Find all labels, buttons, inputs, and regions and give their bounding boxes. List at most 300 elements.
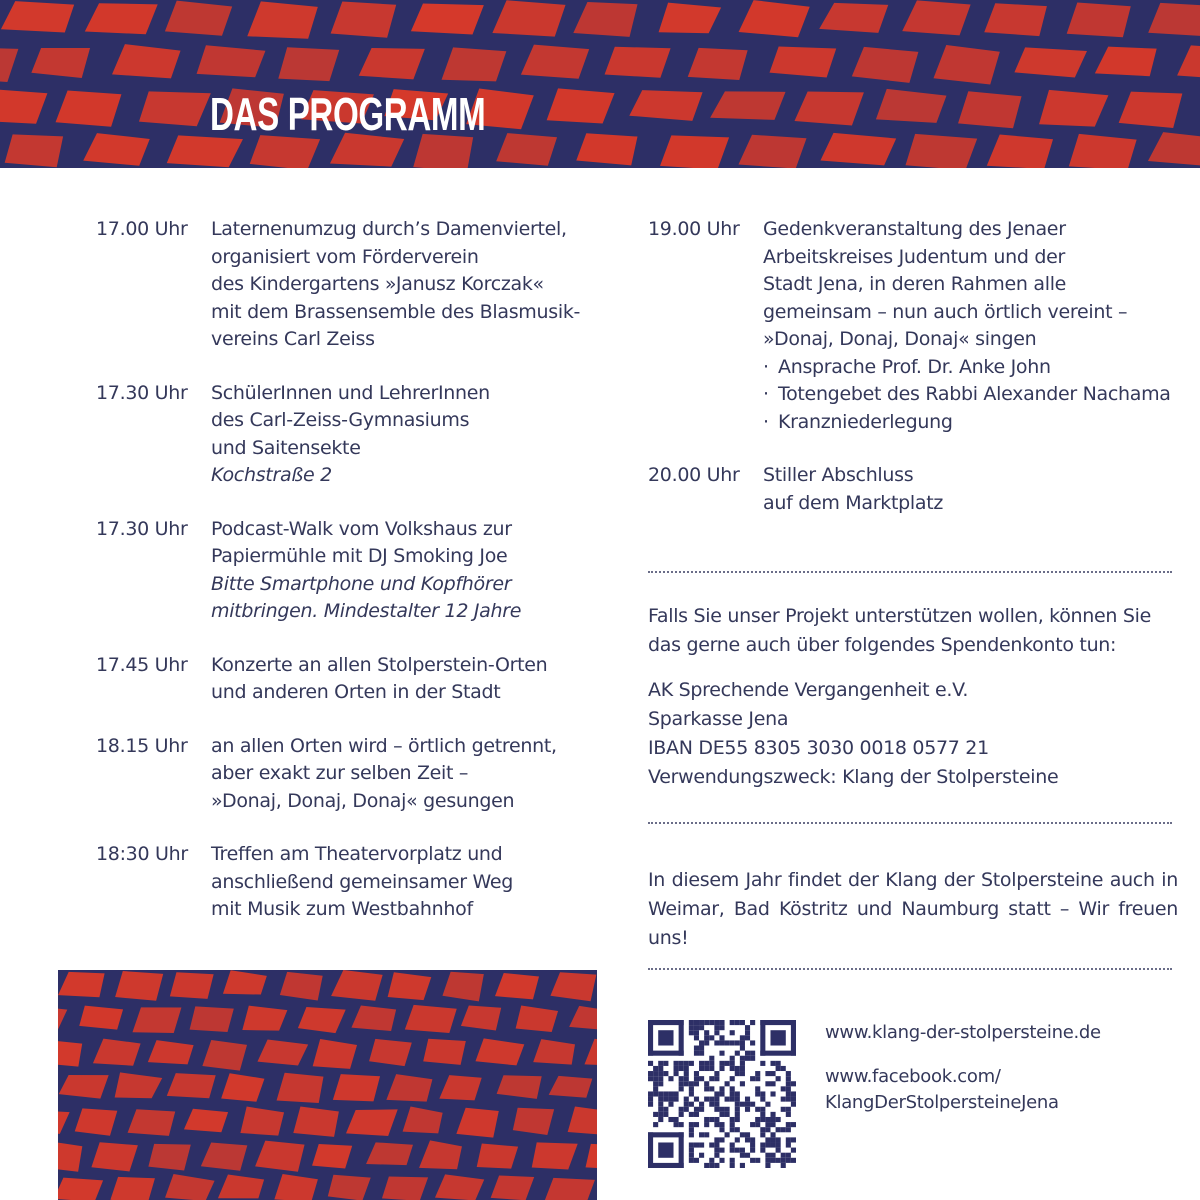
qr-module [689,1122,694,1127]
qr-module [658,1117,663,1122]
qr-module [704,1040,709,1045]
qr-module [755,1107,760,1112]
divider [648,968,1172,970]
qr-module [689,1091,694,1096]
website-link-text[interactable]: www.klang-der-stolpersteine.de [825,1022,1101,1043]
qr-module [740,1046,745,1051]
qr-module [781,1066,786,1071]
qr-module [786,1158,791,1163]
cobblestone [769,47,836,78]
cobblestone [906,134,978,168]
qr-module [699,1102,704,1107]
qr-module [755,1091,760,1096]
qr-module [791,1091,796,1096]
qr-module [760,1127,765,1132]
qr-module [648,1132,653,1168]
qr-module [770,1117,775,1122]
qr-module [730,1163,735,1168]
qr-module [745,1030,750,1035]
qr-module [648,1097,653,1102]
qr-module [781,1086,786,1091]
qr-module [694,1097,699,1102]
cobblestone [461,1005,501,1030]
cobblestone [439,1075,481,1100]
program-line: auf dem Marktplatz [763,491,944,514]
cobblestone [442,972,483,1002]
qr-module [745,1051,750,1056]
program-bullet [763,354,1178,382]
cobblestone [58,1141,82,1172]
qr-module [719,1127,724,1132]
qr-module [750,1051,755,1056]
cobblestone [550,972,596,1001]
qr-module [699,1076,704,1081]
qr-module [694,1107,699,1112]
cobblestone [1148,132,1200,166]
qr-module [699,1046,704,1051]
qr-module [689,1025,694,1030]
cobblestone [148,1040,194,1064]
qr-module [668,1097,673,1102]
cobblestone [59,1075,109,1099]
cobblestone [876,89,947,123]
cobblestone [533,1039,575,1064]
qr-module [653,1081,658,1086]
cobblestone [31,48,90,78]
program-line: gemeinsam – nun auch örtlich vereint – [763,300,1128,323]
website-link[interactable] [825,1020,1101,1046]
program-time: 17.30 Uhr [96,381,188,404]
qr-module [658,1142,673,1157]
qr-module [709,1020,714,1025]
cobblestone [165,1174,215,1200]
program-time: 18.15 Uhr [96,734,188,757]
qr-module [709,1066,714,1071]
closing-line: Weimar, Bad Köstritz und Naumburg statt – Wir freuen uns! [648,898,1178,949]
qr-code-icon[interactable] [648,1020,796,1168]
cobblestone [331,970,383,1001]
account-iban: IBAN DE55 8305 3030 0018 0577 21 [648,737,989,759]
cobblestone [79,1006,123,1030]
qr-module [770,1122,775,1127]
qr-module [694,1112,699,1117]
qr-module [689,1142,694,1147]
qr-module [770,1158,775,1163]
qr-module [760,1117,765,1122]
cobblestone [93,1039,141,1066]
program-time: 20.00 Uhr [648,464,740,486]
qr-module [704,1097,709,1102]
qr-module [648,1163,684,1168]
qr-module [714,1102,719,1107]
cobblestone [115,971,163,1001]
cobblestone [411,4,484,35]
program-line: mit dem Brassensemble des Blasmusik- [211,300,581,323]
program-line: Arbeitskreises Judentum und der [763,245,1066,268]
program-entry [648,462,1178,517]
qr-module [658,1030,673,1045]
program-time: 17.45 Uhr [96,653,188,676]
cobblestone [201,1143,248,1171]
qr-module [750,1040,755,1045]
qr-module [786,1153,791,1158]
qr-module [750,1076,755,1081]
program-description [211,841,596,924]
qr-module [791,1158,796,1163]
qr-module [750,1137,755,1142]
qr-module [735,1066,740,1071]
qr-module [658,1061,663,1066]
cobblestone [1014,47,1087,77]
qr-module [735,1020,740,1025]
program-time: 19.00 Uhr [648,218,740,240]
cobblestone [532,1142,578,1169]
cobblestone [477,1144,518,1169]
cobblestone [492,0,565,36]
qr-module [730,1061,735,1066]
qr-module [699,1061,704,1066]
qr-module [679,1086,684,1091]
qr-module [679,1020,684,1056]
cobblestone [242,1006,287,1031]
qr-module [786,1081,791,1086]
cobblestone [516,1005,558,1032]
qr-module [709,1117,714,1122]
cobblestone [1039,90,1108,127]
qr-module [730,1158,735,1163]
qr-module [648,1061,653,1066]
qr-module [740,1132,745,1137]
divider [648,571,1172,573]
donation-account [648,676,1178,792]
qr-module [745,1153,750,1158]
qr-module [765,1137,770,1142]
cobblestone [933,45,999,84]
qr-module [699,1025,704,1030]
qr-module [755,1117,760,1122]
qr-module [684,1061,689,1066]
program-line: Stiller Abschluss [763,464,914,486]
program-line: an allen Orten wird – örtlich getrennt, [211,734,557,757]
qr-module [709,1158,714,1163]
qr-module [760,1132,765,1137]
program-entry [96,216,596,354]
cobblestone [56,90,122,126]
qr-module [684,1081,689,1086]
qr-module [689,1061,694,1066]
qr-module [740,1056,745,1061]
qr-module [765,1158,770,1163]
facebook-link[interactable] [825,1064,1059,1116]
program-line: organisiert vom Förderverein [211,245,479,268]
qr-module [709,1076,714,1081]
cobblestone [85,3,158,34]
program-line: »Donaj, Donaj, Donaj« gesungen [211,789,515,812]
qr-module [750,1142,755,1147]
qr-module [735,1097,740,1102]
program-line: Papiermühle mit DJ Smoking Joe [211,545,508,567]
qr-module [735,1112,740,1117]
qr-module [760,1097,765,1102]
cobblestone [328,1175,371,1200]
qr-module [750,1056,755,1061]
qr-module [791,1122,796,1127]
qr-module [689,1102,694,1107]
cobblestone [58,1006,67,1030]
qr-module [674,1071,679,1076]
qr-module [725,1132,730,1137]
qr-module [648,1020,684,1025]
qr-module [735,1148,740,1153]
qr-module [786,1112,791,1117]
qr-module [689,1127,694,1132]
qr-module [648,1020,653,1056]
qr-module [730,1097,735,1102]
qr-module [699,1051,704,1056]
qr-module [735,1091,740,1096]
qr-module [694,1122,699,1127]
program-entry [96,652,596,707]
cobblestone [1067,2,1131,37]
program-line: mit Musik zum Westbahnhof [211,898,473,920]
qr-module [765,1153,770,1158]
qr-module [704,1081,709,1086]
qr-module [745,1035,750,1040]
cobblestone [250,135,320,168]
qr-module [730,1122,735,1127]
cobblestone [491,1175,535,1200]
qr-module [694,1071,699,1076]
cobblestone [388,972,432,1000]
cobblestone [313,1039,357,1069]
cobblestone [573,2,637,37]
qr-module [658,1081,663,1086]
program-line: aber exakt zur selben Zeit – [211,762,469,784]
program-line: und anderen Orten in der Stadt [211,681,501,703]
cobblestone [165,1,232,36]
cobblestone [739,0,810,37]
program-note: Bitte Smartphone und Kopfhörer [211,572,512,595]
qr-module [699,1066,704,1071]
qr-module [704,1163,709,1168]
qr-module [740,1040,745,1045]
cobblestone [132,1007,181,1033]
qr-module [668,1076,673,1081]
cobblestone [298,1007,346,1033]
qr-module [684,1076,689,1081]
qr-module [730,1066,735,1071]
qr-module [719,1025,724,1030]
cobblestone [197,45,266,77]
cobblestone [190,1006,234,1032]
qr-module [704,1117,709,1122]
qr-module [770,1061,775,1066]
qr-module [684,1102,689,1107]
qr-module [765,1071,770,1076]
qr-module [679,1122,684,1127]
qr-module [719,1040,724,1045]
bullet-text: Totengebet des Rabbi Alexander Nachama [778,383,1171,405]
qr-module [750,1148,755,1153]
cobblestone [549,1076,593,1098]
qr-module [658,1097,663,1102]
qr-module [740,1102,745,1107]
qr-module [786,1086,791,1091]
qr-module [689,1112,694,1117]
cobblestone [568,1107,597,1135]
qr-module [684,1071,689,1076]
cobblestone [167,135,243,167]
qr-module [760,1091,765,1096]
qr-module [735,1102,740,1107]
cobblestone [110,1177,155,1200]
cobblestone [496,133,557,166]
cobblestone [629,90,702,121]
qr-module [653,1071,658,1076]
qr-module [709,1102,714,1107]
cobblestone [419,1140,462,1169]
qr-module [704,1061,709,1066]
qr-module [689,1030,694,1035]
program-line: Stadt Jena, in deren Rahmen alle [763,273,1067,295]
program-line: vereins Carl Zeiss [211,328,375,350]
qr-module [776,1076,781,1081]
qr-module [776,1117,781,1122]
qr-module [760,1061,765,1066]
qr-module [740,1081,745,1086]
cobblestone [852,47,919,83]
cobblestone [794,92,863,126]
cobblestone [659,3,722,34]
qr-module [689,1132,694,1137]
qr-module [755,1076,760,1081]
qr-module [704,1122,709,1127]
qr-module [694,1046,699,1051]
qr-module [679,1066,684,1071]
qr-module [791,1148,796,1153]
qr-module [658,1071,663,1076]
qr-module [740,1071,745,1076]
qr-module [786,1091,791,1096]
qr-module [719,1066,724,1071]
qr-module [750,1122,755,1127]
qr-module [765,1127,770,1132]
qr-module [745,1137,750,1142]
qr-module [730,1030,735,1035]
cobblestone [435,1174,484,1200]
qr-module [704,1030,709,1035]
qr-module [653,1091,658,1096]
cobblestone [257,1039,308,1065]
cobblestone [738,135,806,168]
qr-module [663,1061,668,1066]
qr-module [719,1137,724,1142]
program-entry [96,516,596,626]
cobblestone [820,133,896,166]
cobblestone [255,1141,304,1172]
facebook-link-text[interactable]: www.facebook.com/ [825,1066,1001,1087]
qr-module [776,1066,781,1071]
cobblestone [984,3,1047,36]
program-line: des Kindergartens »Janusz Korczak« [211,273,544,295]
program-line: anschließend gemeinsamer Weg [211,870,514,893]
bullet-dot-icon: · [763,355,769,378]
cobblestone [710,91,785,120]
program-note: mitbringen. Mindestalter 12 Jahre [211,600,522,622]
qr-module [765,1122,770,1127]
qr-module [776,1127,781,1132]
qr-module [694,1076,699,1081]
qr-module [694,1051,699,1056]
qr-module [781,1127,786,1132]
qr-module [689,1158,694,1163]
cobblestone [1148,3,1200,37]
qr-module [709,1086,714,1091]
cobblestone [58,1110,70,1134]
qr-module [740,1153,745,1158]
qr-module [704,1066,709,1071]
cobblestone [442,47,507,81]
qr-module [714,1137,719,1142]
cobblestone [958,91,1022,128]
cobblestone [584,1039,597,1066]
cobblestone [475,1038,524,1065]
cobblestone [521,45,589,79]
qr-module [653,1112,658,1117]
qr-module [730,1148,735,1153]
cobblestone [382,1176,428,1200]
cobblestone [277,1073,324,1103]
qr-module [760,1051,796,1056]
qr-module [699,1107,704,1112]
qr-module [770,1137,775,1142]
program-note: Kochstraße 2 [211,464,332,486]
qr-module [786,1122,791,1127]
qr-module [699,1153,704,1158]
qr-module [709,1142,714,1147]
qr-module [765,1117,770,1122]
qr-module [714,1076,719,1081]
qr-module [663,1071,668,1076]
qr-module [765,1142,770,1147]
qr-module [776,1137,781,1142]
qr-module [699,1020,704,1025]
program-description [211,216,596,354]
facebook-link-text[interactable]: KlangDerStolpersteineJena [825,1092,1059,1113]
cobblestone [240,1107,284,1136]
qr-module [709,1035,714,1040]
qr-module [760,1020,765,1056]
qr-module [663,1091,668,1096]
qr-module [735,1051,740,1056]
cobblestone [148,1144,190,1171]
qr-module [776,1142,781,1147]
cobblestone [333,1074,380,1101]
qr-module [781,1107,786,1112]
qr-module [679,1076,684,1081]
qr-module [786,1127,791,1132]
qr-module [714,1040,719,1045]
qr-module [745,1132,750,1137]
qr-module [770,1132,775,1137]
qr-module [714,1025,719,1030]
qr-module [745,1025,750,1030]
bullet-text: Kranzniederlegung [778,410,953,433]
qr-module [725,1097,730,1102]
qr-module [740,1035,745,1040]
qr-module [699,1142,704,1147]
cobblestone [819,3,888,33]
